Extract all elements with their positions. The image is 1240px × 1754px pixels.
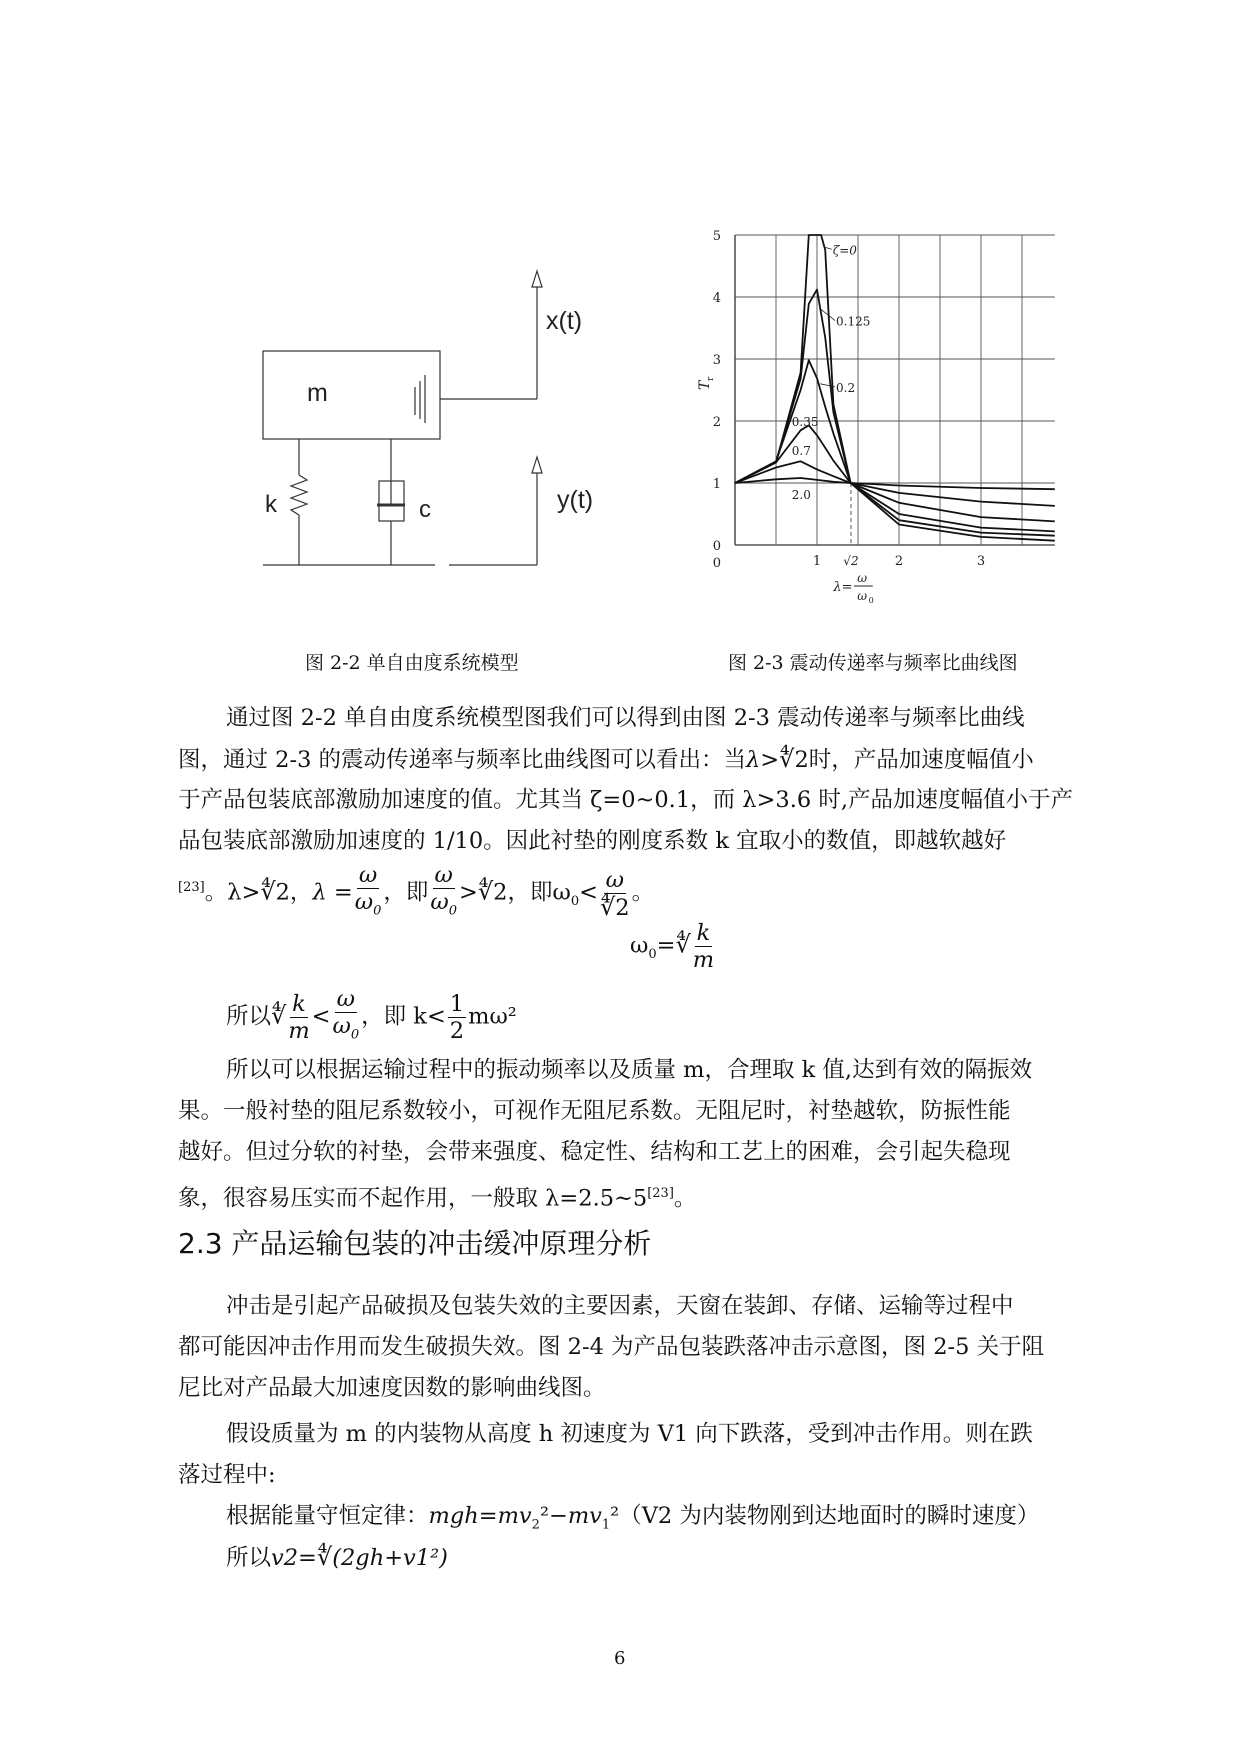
sdof-model-figure [255,265,635,585]
y-axis-label: T [697,380,713,390]
frac-den: ω [332,1013,351,1039]
y-tick-label: 0 [712,539,721,554]
eq3-sq: ² [539,1503,549,1529]
para4-line2: 落过程中: [178,1462,276,1488]
para2-line1: 所以可以根据运输过程中的振动频率以及质量 m，合理取 k 值,达到有效的隔振效 [226,1057,1033,1083]
velocity-equation [178,1537,1120,1578]
paragraph-4 [178,1414,1120,1578]
y-tick-label: 3 [712,353,721,368]
y-tick-label: 4 [712,291,721,306]
frac-sub: 0 [448,903,457,919]
frac-den-two: 2 [615,894,630,921]
eq2-lt: < [311,1003,331,1030]
fraction [333,986,360,1049]
frac-sub: 0 [350,1027,360,1043]
frac-num: k [696,920,711,946]
frac-num: ω [434,862,453,889]
eq4-prefix: 所以 [226,1545,272,1571]
paragraph-1 [178,698,1120,921]
eq2-mid: ，即 k< [361,1003,446,1030]
frac-den: m [692,947,715,973]
eq1-lhs: ω [630,932,649,959]
eq3-sub1: 1 [601,1517,611,1533]
series-line [735,461,1055,506]
eq4-lhs: v2= [271,1545,317,1571]
eq3-suffix: （V2 为内装物刚到达地面时的瞬时速度） [619,1503,1040,1529]
equation-k-condition [226,986,517,1049]
radical-icon: ∜ [477,877,494,906]
para4-line1: 假设质量为 m 的内装物从高度 h 初速度为 V1 向下跌落，受到冲击作用。则在跌 [226,1421,1033,1447]
figure-2-3-caption: 图 2-3 震动传递率与频率比曲线图 [728,652,1018,674]
para1-l5c: λ = [312,879,353,906]
para1-line3: 于产品包装底部激励加速度的值。尤其当 ζ=0~0.1，而 λ>3.6 时,产品加速度幅值小于产 [178,787,1074,813]
citation: [23] [647,1186,674,1201]
para1-line4: 品包装底部激励加速度的 1/10。因此衬垫的刚度系数 k 宜取小的数值，即越软越好 [178,828,1007,854]
energy-equation [178,1496,1120,1537]
x-axis-den: ω [857,589,867,603]
para1-l5g: < [579,879,598,906]
fraction [448,991,466,1044]
origin-label: 0 [712,556,721,571]
chart-curves [735,235,1055,541]
curve-label: ζ=0 [832,243,857,258]
frac-sub: 0 [373,903,382,919]
curve-label: 2.0 [791,488,811,503]
eq3-formula-a: mgh=mv [428,1503,532,1529]
fraction [430,862,457,925]
para1-line2 [178,739,1120,780]
para1-line2-lambda: λ> [746,747,780,773]
curve-label: 0.125 [836,314,871,329]
para3-line1: 冲击是引起产品破损及包装失效的主要因素，天窗在装卸、存储、运输等过程中 [226,1293,1014,1319]
para2-line3: 越好。但过分软的衬垫，会带来强度、稳定性、结构和工艺上的困难，会引起失稳现 [178,1139,1011,1165]
omega-sub: 0 [570,894,580,909]
x-tick-label: 2 [894,554,904,569]
section-heading: 2.3 产品运输包装的冲击缓冲原理分析 [178,1227,652,1260]
eq4-body: (2gh+v1²) [332,1545,448,1571]
fraction [693,920,714,973]
damper-label: c [419,496,431,523]
frac-num: ω [336,986,356,1012]
eq3-sq2: ² [610,1503,620,1529]
para3-line3: 尼比对产品最大加速度因数的影响曲线图。 [178,1375,606,1401]
x-axis-den-sub: 0 [868,596,874,605]
series-line [735,235,1055,541]
y-tick-label: 1 [712,477,721,492]
radical-icon: ∜ [271,1001,287,1030]
x-axis-label: λ= [833,580,853,595]
para1-l5a: 。λ> [204,879,261,906]
x-tick-label: 3 [976,554,986,569]
radical-icon: ∜ [779,745,795,773]
frac-den: 2 [449,1017,465,1044]
mass-label: m [307,379,328,407]
paragraph-2 [178,1050,1120,1214]
frac-num: ω [358,862,378,889]
frac-den: ω [430,889,449,916]
para1-line1: 通过图 2-2 单自由度系统模型图我们可以得到由图 2-3 震动传递率与频率比曲线 [226,705,1025,731]
radical-icon: ∜ [260,877,276,906]
fraction [355,862,382,925]
curve-label: 0.35 [791,415,819,429]
para1-l5h: 。 [631,879,655,906]
series-line [735,290,1055,536]
y-tick-label: 5 [712,230,721,244]
eq3-minus: −mv [548,1503,602,1529]
para2-line2: 果。一般衬垫的阻尼系数较小，可视作无阻尼系数。无阻尼时，衬垫越软，防振性能 [178,1098,1011,1124]
spring [291,475,307,515]
figure-2-2-caption: 图 2-2 单自由度系统模型 [305,652,519,674]
page-number: 6 [614,1648,626,1669]
frac-num: ω [605,866,624,893]
para2-l4b: 。 [673,1185,697,1212]
y-label: y(t) [557,486,594,514]
para1-l5d: ，即 [383,879,429,906]
curve-leader [825,247,832,249]
para1-line2-two: 2 [794,747,809,773]
y-axis-sub: r [706,376,716,381]
para1-line2a: 图，通过 2-3 的震动传递率与频率比曲线图可以看出：当 [178,747,747,773]
eq3-sub2: 2 [531,1517,540,1533]
eq3-prefix: 根据能量守恒定律： [226,1503,429,1529]
fraction [288,991,309,1044]
x-axis-num: ω [857,571,867,585]
curve-label: 0.7 [791,444,811,459]
frac-num: 1 [449,990,465,1017]
frac-num: k [292,990,306,1017]
radical-icon: ∜ [675,930,691,959]
para2-line4 [178,1173,1120,1214]
citation: [23] [178,880,205,895]
para1-l5e: > [459,879,478,906]
x-tick-label: 1 [812,554,822,569]
radical-icon: ∜ [316,1543,333,1571]
frac-den: m [288,1017,310,1044]
para3-line2: 都可能因冲击作用而发生破损失效。图 2-4 为产品包装跌落冲击示意图，图 2-5 关于阻 [178,1334,1045,1360]
eq2-prefix: 所以 [226,1003,272,1030]
radical-icon: ∜ [599,892,616,921]
para1-l5f: 2，即ω [493,879,571,906]
para1-l5b: 2， [275,879,313,906]
para1-line5 [178,862,1120,921]
spring-label: k [265,491,277,518]
para2-l4a: 象，很容易压实而不起作用，一般取 λ=2.5~5 [178,1185,648,1212]
chart-labels [697,230,985,605]
paragraph-3 [178,1286,1120,1409]
chart-grid [735,235,1055,545]
para1-line2d: 时，产品加速度幅值小 [808,747,1034,773]
x-label: x(t) [546,307,583,335]
frac-den: ω [354,889,374,916]
series-line [735,478,1055,489]
curve-label: 0.2 [836,380,856,395]
fraction [600,867,630,921]
equation-omega0 [630,920,716,973]
mass-block [263,351,440,439]
sqrt2-tick-label: √2 [843,554,859,568]
eq1-eq: = [656,932,676,959]
eq1-sub: 0 [648,947,657,962]
transmissibility-chart [695,230,1095,620]
series-line [735,360,1055,531]
eq2-tail: mω² [468,1003,517,1030]
y-tick-label: 2 [712,415,721,430]
